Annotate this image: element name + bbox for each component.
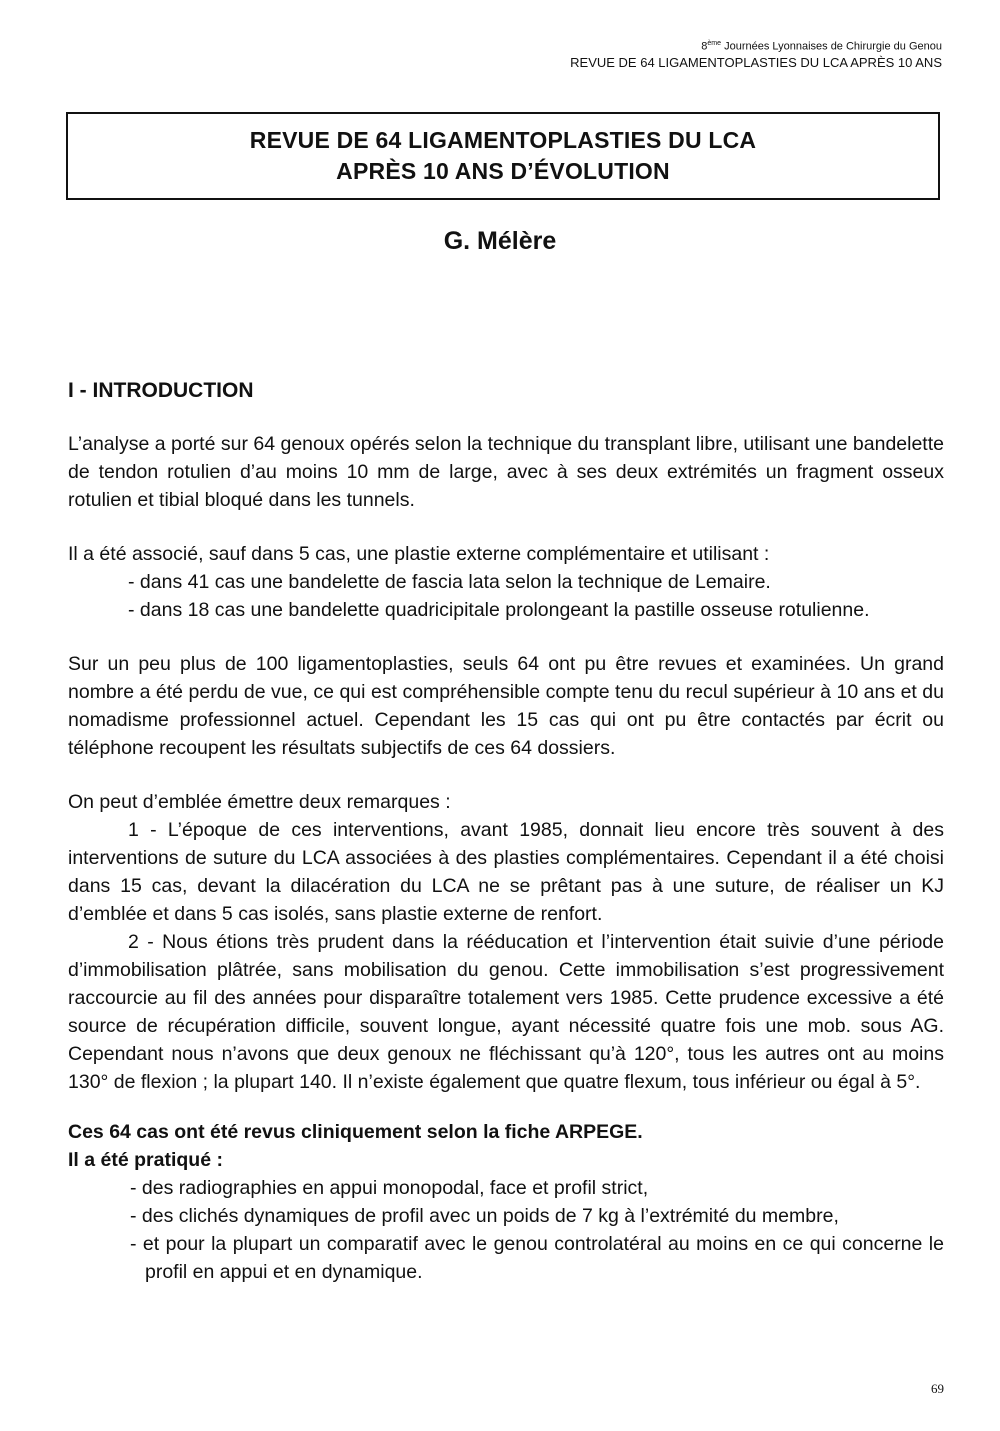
- running-head-conference-name: Journées Lyonnaises de Chirurgie du Genou: [721, 40, 942, 53]
- remark-1: 1 - L’époque de ces interventions, avant 1985, donnait lieu encore très souvent à des interventions de suture du LCA associées à des plasties complémentaires. Cependant il a été choisi dans 15 cas, devant la dilacération du LCA ne se prêtant pas à une suture, de réaliser un KJ d’emblée et dans 5 cas isolés, sans plastie externe de renfort.: [68, 819, 944, 925]
- bold-statement-pratique: Il a été pratiqué :: [68, 1149, 223, 1171]
- author: G. Mélère: [443, 227, 557, 255]
- list-item: - des radiographies en appui monopodal, face et profil strict,: [130, 1177, 649, 1199]
- running-head-ordinal-suffix: ème: [707, 40, 722, 47]
- article-body: [68, 430, 944, 1286]
- bold-statement-arpege: Ces 64 cas ont été revus cliniquement selon la fiche ARPEGE.: [68, 1121, 643, 1143]
- running-head: [570, 36, 942, 70]
- list-item: - des clichés dynamiques de profil avec un poids de 7 kg à l’extrémité du membre,: [130, 1205, 839, 1227]
- remark-2: 2 - Nous étions très prudent dans la rééducation et l’intervention était suivie d’une période d’immobilisation plâtrée, sans mobilisation du genou. Cette immobilisation s’est progressivement raccourcie au fil des années pour disparaître totalement vers 1985. Cette prudence excessive a été source de récupération difficile, souvent longue, ayant nécessité quatre fois une mob. sous AG. Cependant nous n’avons que deux genoux ne fléchissant qu’à 120°, tous les autres ont au moins 130° de flexion ; la plupart 140. Il n’existe également que quatre flexum, tous inférieur ou égal à 5°.: [68, 931, 944, 1093]
- list-item-fascia-lata: - dans 41 cas une bandelette de fascia lata selon la technique de Lemaire.: [128, 571, 771, 593]
- running-head-title: REVUE DE 64 LIGAMENTOPLASTIES DU LCA APRÈS 10 ANS: [570, 54, 942, 70]
- paragraph-plastie: Il a été associé, sauf dans 5 cas, une plastie externe complémentaire et utilisant :: [68, 543, 770, 565]
- list-item-quadricipitale: - dans 18 cas une bandelette quadricipitale prolongeant la pastille osseuse rotulienne.: [128, 599, 870, 621]
- title-line-1: REVUE DE 64 LIGAMENTOPLASTIES DU LCA: [249, 127, 757, 153]
- running-head-edition: 8: [701, 40, 708, 53]
- title-line-2: APRÈS 10 ANS D’ÉVOLUTION: [336, 158, 670, 184]
- examination-list: [68, 1174, 944, 1286]
- page-number: 69: [931, 1381, 944, 1396]
- running-head-conference: [570, 36, 942, 55]
- paragraph-remarques: On peut d’emblée émettre deux remarques :: [68, 791, 451, 813]
- paragraph-revues: Sur un peu plus de 100 ligamentoplasties, seuls 64 ont pu être revues et examinées. Un grand nombre a été perdu de vue, ce qui est compréhensible compte tenu du recul supérieur à 10 ans et du nomadisme professionnel actuel. Cependant les 15 cas qui ont pu être contactés par écrit ou téléphone recoupent les résultats subjectifs de ces 64 dossiers.: [68, 653, 944, 759]
- list-item: - et pour la plupart un comparatif avec le genou controlatéral au moins en ce qui concerne le profil en appui et en dynamique.: [130, 1233, 944, 1283]
- section-heading: I - INTRODUCTION: [68, 379, 254, 402]
- title-box: [66, 112, 940, 200]
- paragraph-technique: L’analyse a porté sur 64 genoux opérés selon la technique du transplant libre, utilisant une bandelette de tendon rotulien d’au moins 10 mm de large, avec à ses deux extrémités un fragment osseux rotulien et tibial bloqué dans les tunnels.: [68, 433, 944, 511]
